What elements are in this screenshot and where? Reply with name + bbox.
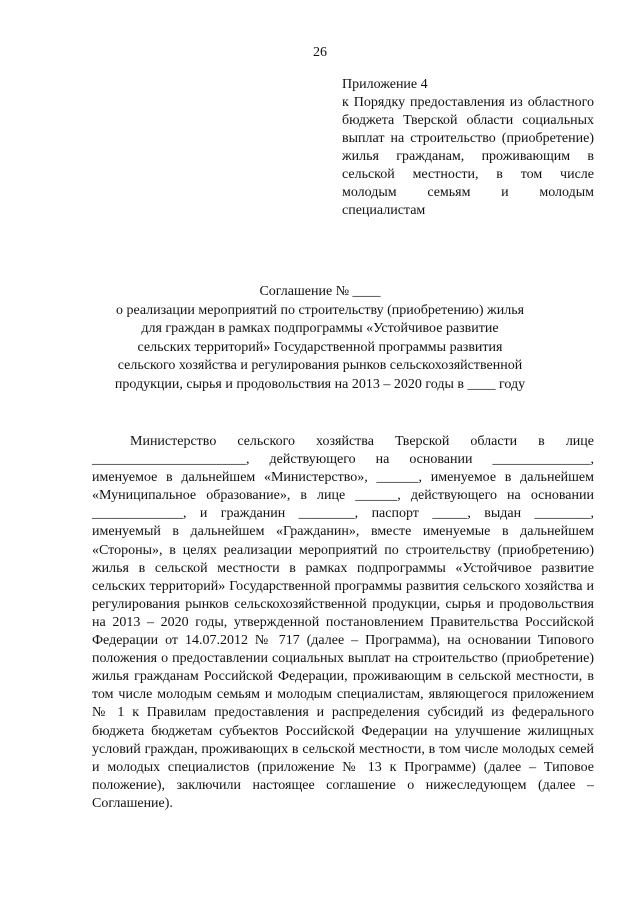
agreement-body-paragraph: Министерство сельского хозяйства Тверской области в лице ______________________, действующего на основании ______________, именуемое в дальнейшем «Министерство», ______, именуемое в дальнейшем «Муниципальное образование», в лице ______, действующего на основании _____________, и гражданин ________, паспорт _____, выдан ________, именуемый в дальнейшем «Гражданин», вместе именуемые в дальнейшем «Стороны», в целях реализации мероприятий по строительству (приобретению) жилья в сельской местности в рамках подпрограммы «Устойчивое развитие сельских территорий» Государственной программы развития сельского хозяйства и регулирования рынков сельскохозяйственной продукции, сырья и продовольствия на 2013 – 2020 годы, утвержденной постановлением Правительства Российской Федерации от 14.07.2012 № 717 (далее – Программа), на основании Типового положения о предоставлении социальных выплат на строительство (приобретение) жилья гражданам Российской Федерации, проживающим в сельской местности, в том числе молодым семьям и молодым специалистам, являющегося приложением № 1 к Правилам предоставления и распределения субсидий из федерального бюджета бюджетам субъектов Российской Федерации на улучшение жилищных условий граждан, проживающих в сельской местности, в том числе молодых семей и молодых специалистов (приложение № 13 к Программе) (далее – Типовое положение), заключили настоящее соглашение о нижеследующем (далее – Соглашение). [92,434,594,811]
agreement-heading-line: сельского хозяйства и регулирования рынков сельскохозяйственной [117,358,523,373]
agreement-heading-line: о реализации мероприятий по строительству (приобретению) жилья [115,302,525,318]
agreement-heading-line: сельских территорий» Государственной программы развития [137,339,503,355]
agreement-heading [80,283,560,394]
appendix-block [342,76,594,220]
agreement-heading-line: продукции, сырья и продовольствия на 2013 – 2020 годы в ____ году [114,376,526,392]
appendix-text: к Порядку предоставления из областного бюджета Тверской области социальных выплат на строительство (приобретение) жилья гражданам, проживающим в сельской местности, в том числе молодым семьям и молодым специалистам [342,95,594,218]
agreement-heading-line: Соглашение № ____ [259,284,381,299]
appendix-title: Приложение 4 [342,77,428,92]
agreement-heading-line: для граждан в рамках подпрограммы «Устойчивое развитие [141,321,499,336]
page-number: 26 [313,45,327,60]
